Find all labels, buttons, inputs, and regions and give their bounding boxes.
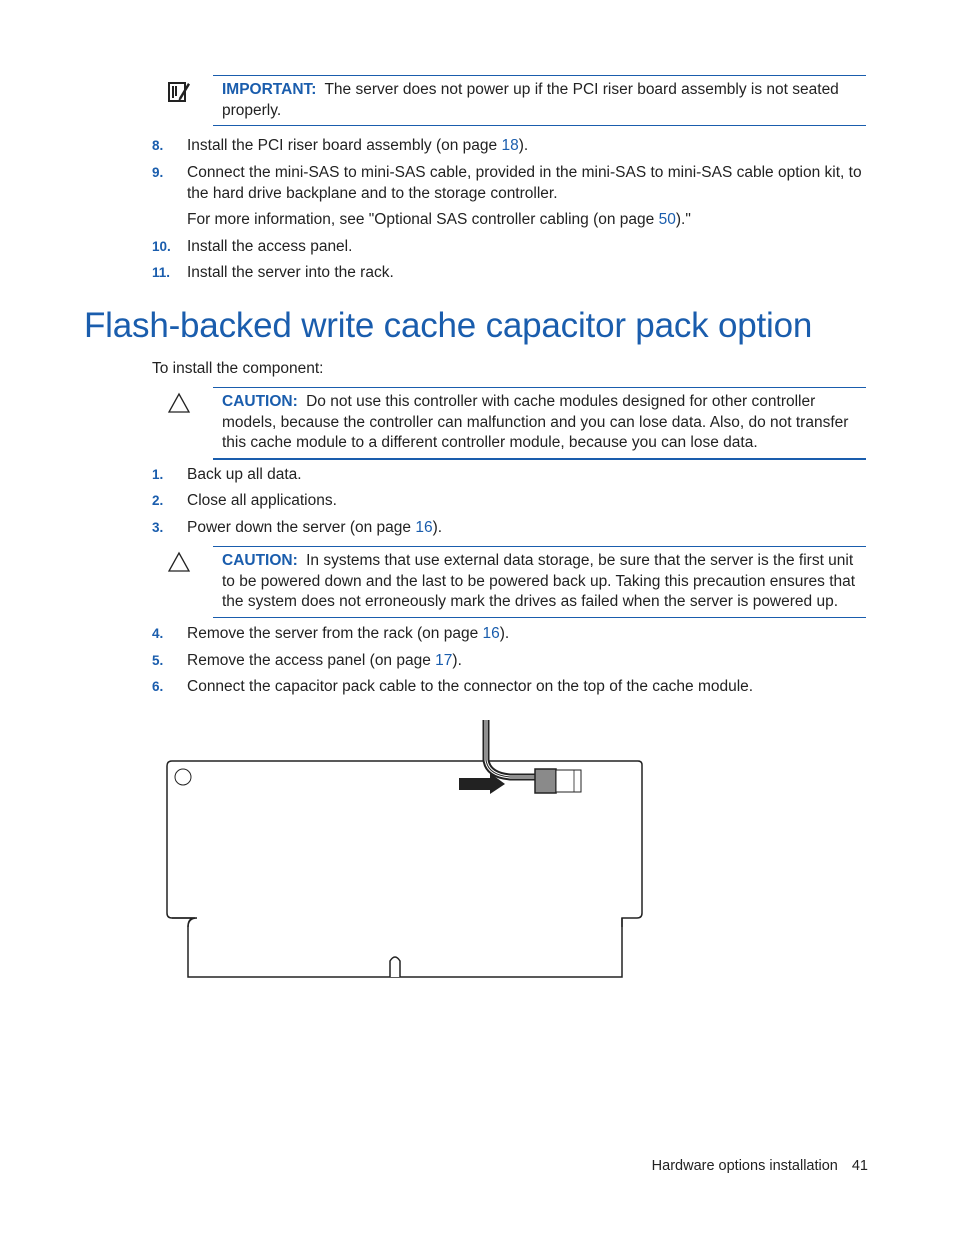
step-text: Connect the mini-SAS to mini-SAS cable, provided in the mini-SAS to mini-SAS cable option kit, to the hard drive backplane and to the storage controller. (187, 164, 862, 202)
caution-text: In systems that use external data storage, be sure that the server is the first unit to be powered down and the last to be powered back up. Taking this precaution ensures that the system does not erroneously mark the drives as failed when the server is powered up. (222, 552, 856, 610)
footer-section: Hardware options installation (651, 1158, 838, 1174)
cable-connector (535, 769, 556, 793)
page-link[interactable]: 50 (658, 211, 676, 228)
caution-triangle-icon (167, 392, 191, 416)
step-text-end: ). (432, 519, 443, 536)
step-1 (152, 465, 862, 486)
step-10 (152, 237, 862, 258)
step-number: 6. (152, 679, 164, 694)
step-8 (152, 136, 862, 157)
step-5 (152, 651, 862, 672)
page-link[interactable]: 17 (435, 652, 453, 669)
step-number: 1. (152, 467, 164, 482)
step-11 (152, 263, 862, 284)
step-3 (152, 518, 862, 539)
section-title: Flash-backed write cache capacitor pack option (84, 306, 813, 345)
step-text: Back up all data. (187, 466, 302, 483)
board-connector-socket (556, 770, 581, 792)
caution-text: Do not use this controller with cache modules designed for other controller models, because the controller can malfunction and you can lose data. Also, do not transfer this cache module to a different controller module, because you can lose data. (222, 393, 849, 451)
caution-label: CAUTION: (222, 393, 298, 410)
step-9-info (187, 210, 867, 231)
important-label: IMPORTANT: (222, 81, 317, 98)
caution-notice-2 (213, 546, 866, 618)
step-text: Install the server into the rack. (187, 264, 394, 281)
info-text-end: )." (675, 211, 691, 228)
info-text: For more information, see "Optional SAS controller cabling (on page (187, 211, 659, 228)
step-number: 9. (152, 165, 164, 180)
step-number: 5. (152, 653, 164, 668)
step-number: 4. (152, 626, 164, 641)
step-text-end: ). (452, 652, 462, 669)
step-number: 2. (152, 493, 164, 508)
step-4 (152, 624, 862, 645)
step-text: Connect the capacitor pack cable to the connector on the top of the cache module. (187, 678, 754, 695)
step-text: Power down the server (on page (187, 519, 416, 536)
step-number: 11. (152, 265, 171, 280)
step-6 (152, 677, 862, 698)
important-text: The server does not power up if the PCI riser board assembly is not seated properly. (222, 81, 839, 119)
caution-notice-1 (213, 387, 866, 460)
step-text-end: ). (518, 137, 529, 154)
page-link[interactable]: 18 (501, 137, 519, 154)
mounting-hole (175, 769, 191, 785)
step-text: Close all applications. (187, 492, 337, 509)
step-text: Remove the server from the rack (on page (187, 625, 483, 642)
page-link[interactable]: 16 (415, 519, 433, 536)
page-footer (652, 1158, 868, 1174)
step-text: Remove the access panel (on page (187, 652, 436, 669)
step-text: Install the PCI riser board assembly (on page (187, 137, 502, 154)
step-text: Install the access panel. (187, 238, 353, 255)
cache-module-illustration (160, 715, 650, 985)
caution-triangle-icon (167, 551, 191, 575)
step-2 (152, 491, 862, 512)
page-link[interactable]: 16 (482, 625, 500, 642)
section-intro: To install the component: (152, 360, 324, 377)
step-text-end: ). (499, 625, 510, 642)
page-number: 41 (851, 1158, 868, 1174)
cache-module-board (167, 761, 642, 977)
step-number: 3. (152, 520, 164, 535)
important-note-icon (167, 80, 191, 104)
caution-label: CAUTION: (222, 552, 298, 569)
step-number: 10. (152, 239, 171, 254)
important-notice (213, 75, 866, 126)
capacitor-cable (486, 720, 536, 777)
step-9 (152, 163, 862, 204)
step-number: 8. (152, 138, 164, 153)
